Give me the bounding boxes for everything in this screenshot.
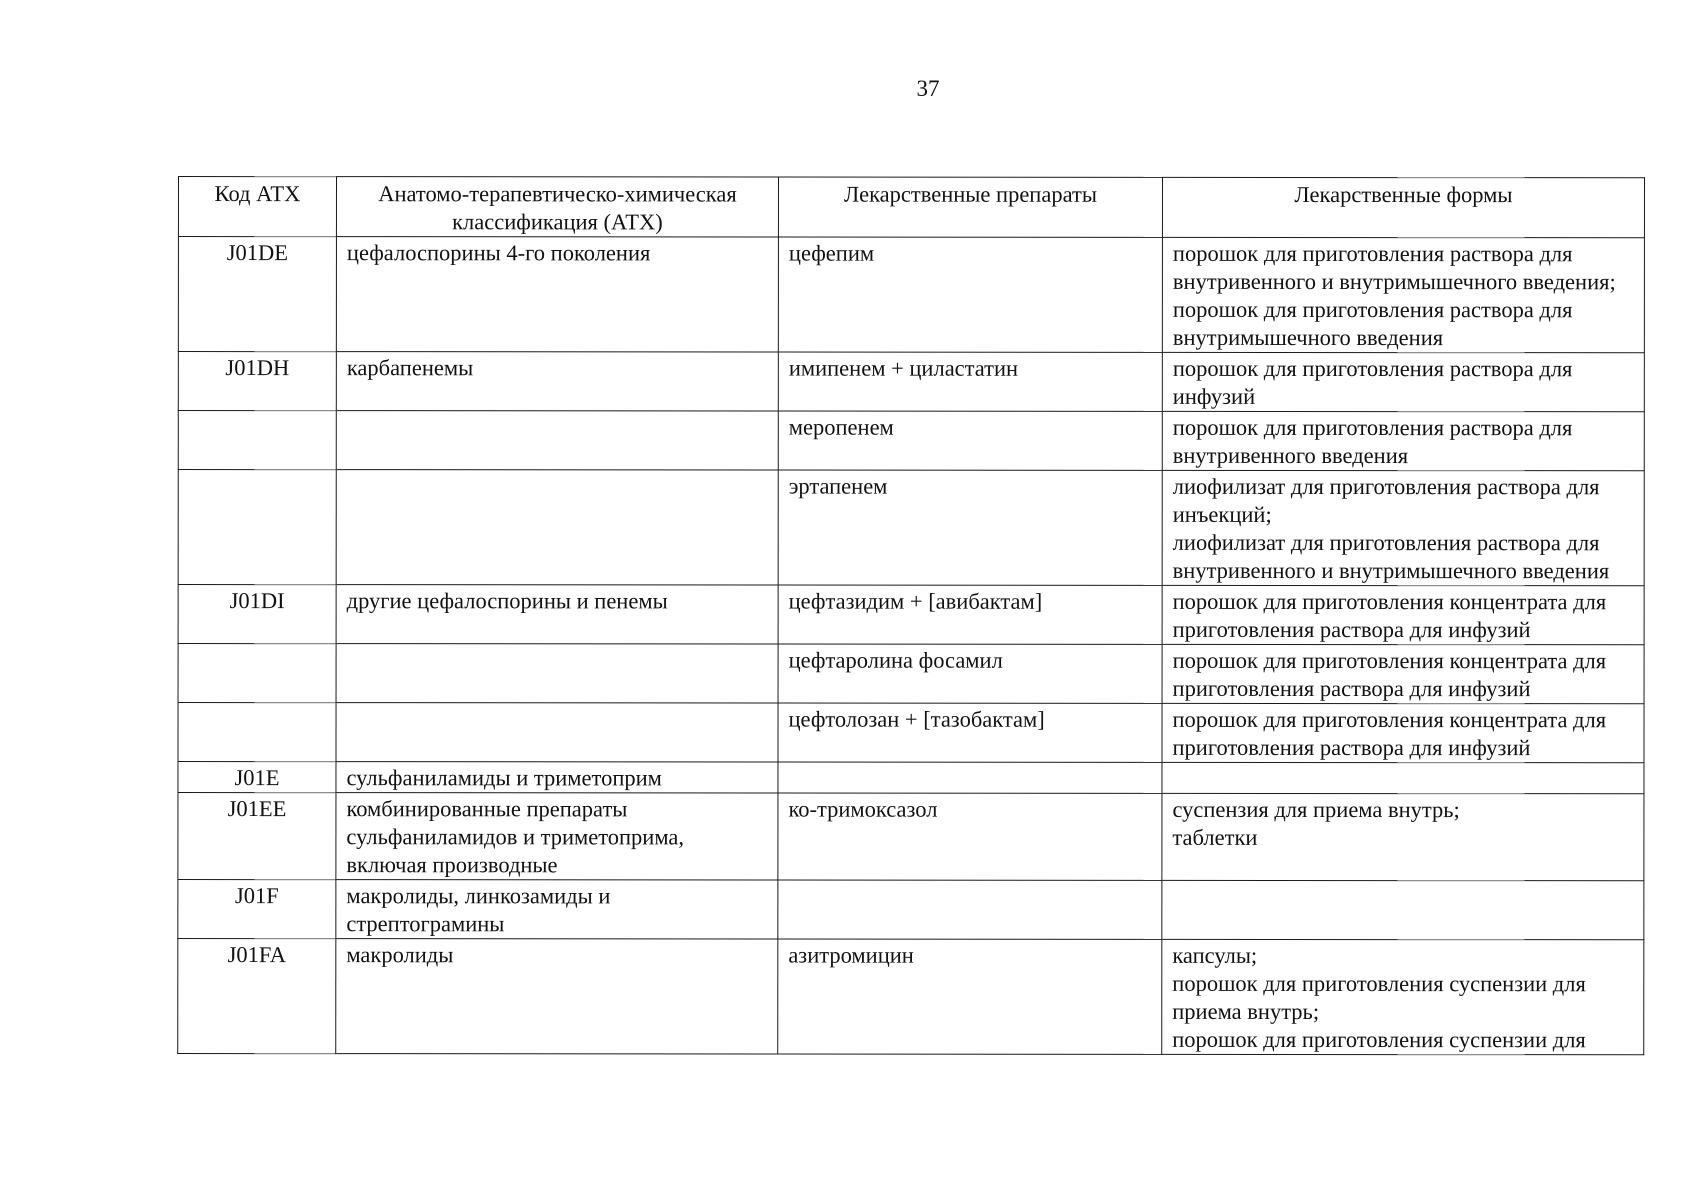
form-line: порошок для приготовления раствора для внутривенного и внутримышечного введения; xyxy=(1172,240,1616,295)
cell-drug: азитромицин xyxy=(778,939,1162,1054)
table-row xyxy=(178,352,1644,412)
cell-atc-code xyxy=(178,703,336,762)
cell-atc-code: J01DI xyxy=(178,585,336,644)
cell-atc-class: другие цефалоспорины и пенемы xyxy=(336,585,778,644)
cell-drug: ко-тримоксазол xyxy=(778,793,1162,880)
form-line: порошок для приготовления суспензии для приема внутрь; xyxy=(1172,970,1586,1024)
form-line: порошок для приготовления раствора для инфузий xyxy=(1172,355,1573,409)
table-row xyxy=(178,237,1644,353)
cell-atc-class: цефалоспорины 4-го поколения xyxy=(336,237,778,352)
cell-drug xyxy=(778,880,1162,939)
table-row xyxy=(178,793,1644,881)
cell-forms xyxy=(1162,880,1644,939)
cell-atc-code: J01DH xyxy=(178,352,336,411)
cell-forms xyxy=(1162,352,1644,411)
cell-atc-code: J01F xyxy=(178,880,336,939)
table-row xyxy=(178,411,1644,471)
form-line: порошок для приготовления концентрата для приготовления раствора для инфузий xyxy=(1172,588,1607,643)
cell-atc-code: J01EE xyxy=(178,793,336,880)
cell-forms xyxy=(1162,762,1644,793)
table-row xyxy=(178,703,1644,763)
drug-table xyxy=(177,176,1645,1055)
cell-forms xyxy=(1162,703,1644,762)
cell-atc-class: карбапенемы xyxy=(336,352,778,411)
cell-atc-class xyxy=(336,470,778,585)
cell-atc-class: макролиды, линкозамиды и стрептограмины xyxy=(336,880,778,939)
cell-forms xyxy=(1162,411,1644,470)
cell-atc-code: J01E xyxy=(178,762,336,793)
cell-forms xyxy=(1162,793,1644,880)
cell-atc-class: сульфаниламиды и триметоприм xyxy=(336,762,778,793)
form-line: капсулы; xyxy=(1172,942,1258,968)
cell-drug: эртапенем xyxy=(778,470,1162,585)
cell-atc-class xyxy=(336,703,778,762)
header-atc-code: Код АТХ xyxy=(178,177,336,237)
form-line: порошок для приготовления концентрата для приготовления раствора для инфузий xyxy=(1172,706,1607,761)
form-line: суспензия для приема внутрь; xyxy=(1172,796,1460,823)
form-line: лиофилизат для приготовления раствора для инъекций; xyxy=(1172,473,1600,527)
header-atc-classification: Анатомо-терапевтическо-химическая классификация (АТХ) xyxy=(336,177,778,237)
table-row xyxy=(178,939,1644,1055)
page-number: 37 xyxy=(916,76,940,101)
table-header-row xyxy=(178,177,1644,238)
table-row xyxy=(178,880,1644,940)
cell-atc-class: комбинированные препараты сульфаниламидов и триметоприма, включая производные xyxy=(336,793,778,880)
cell-drug xyxy=(778,762,1162,793)
form-line: порошок для приготовления концентрата для приготовления раствора для инфузий xyxy=(1172,647,1607,702)
cell-drug: меропенем xyxy=(778,411,1162,470)
cell-atc-code xyxy=(178,470,336,585)
form-line: порошок для приготовления раствора для внутримышечного введения xyxy=(1172,296,1573,351)
table-row xyxy=(178,762,1644,794)
cell-atc-code: J01FA xyxy=(178,939,336,1054)
cell-drug: цефтаролина фосамил xyxy=(778,644,1162,703)
cell-forms xyxy=(1162,585,1644,644)
cell-atc-code xyxy=(178,644,336,703)
cell-drug: цефтолозан + [тазобактам] xyxy=(778,703,1162,762)
cell-forms xyxy=(1162,470,1644,585)
table-row xyxy=(178,644,1644,704)
cell-atc-class: макролиды xyxy=(336,939,778,1054)
cell-forms xyxy=(1162,939,1644,1054)
cell-atc-code xyxy=(178,411,336,470)
header-dosage-forms: Лекарственные формы xyxy=(1162,177,1644,237)
form-line: лиофилизат для приготовления раствора для внутривенного и внутримышечного введения xyxy=(1172,529,1610,584)
cell-atc-class xyxy=(336,411,778,470)
form-line: таблетки xyxy=(1172,824,1258,850)
table-row xyxy=(178,470,1644,586)
cell-drug: цефтазидим + [авибактам] xyxy=(778,585,1162,644)
table-row xyxy=(178,585,1644,645)
cell-atc-class xyxy=(336,644,778,703)
cell-drug: имипенем + циластатин xyxy=(778,352,1162,411)
cell-atc-code: J01DE xyxy=(178,237,336,352)
form-line: порошок для приготовления суспензии для xyxy=(1172,1026,1586,1053)
cell-forms xyxy=(1162,237,1644,352)
drug-table-container xyxy=(177,176,1644,1055)
cell-forms xyxy=(1162,644,1644,703)
form-line: порошок для приготовления раствора для внутривенного введения xyxy=(1172,414,1573,469)
cell-drug: цефепим xyxy=(778,237,1162,352)
header-medicinal-products: Лекарственные препараты xyxy=(778,177,1162,237)
